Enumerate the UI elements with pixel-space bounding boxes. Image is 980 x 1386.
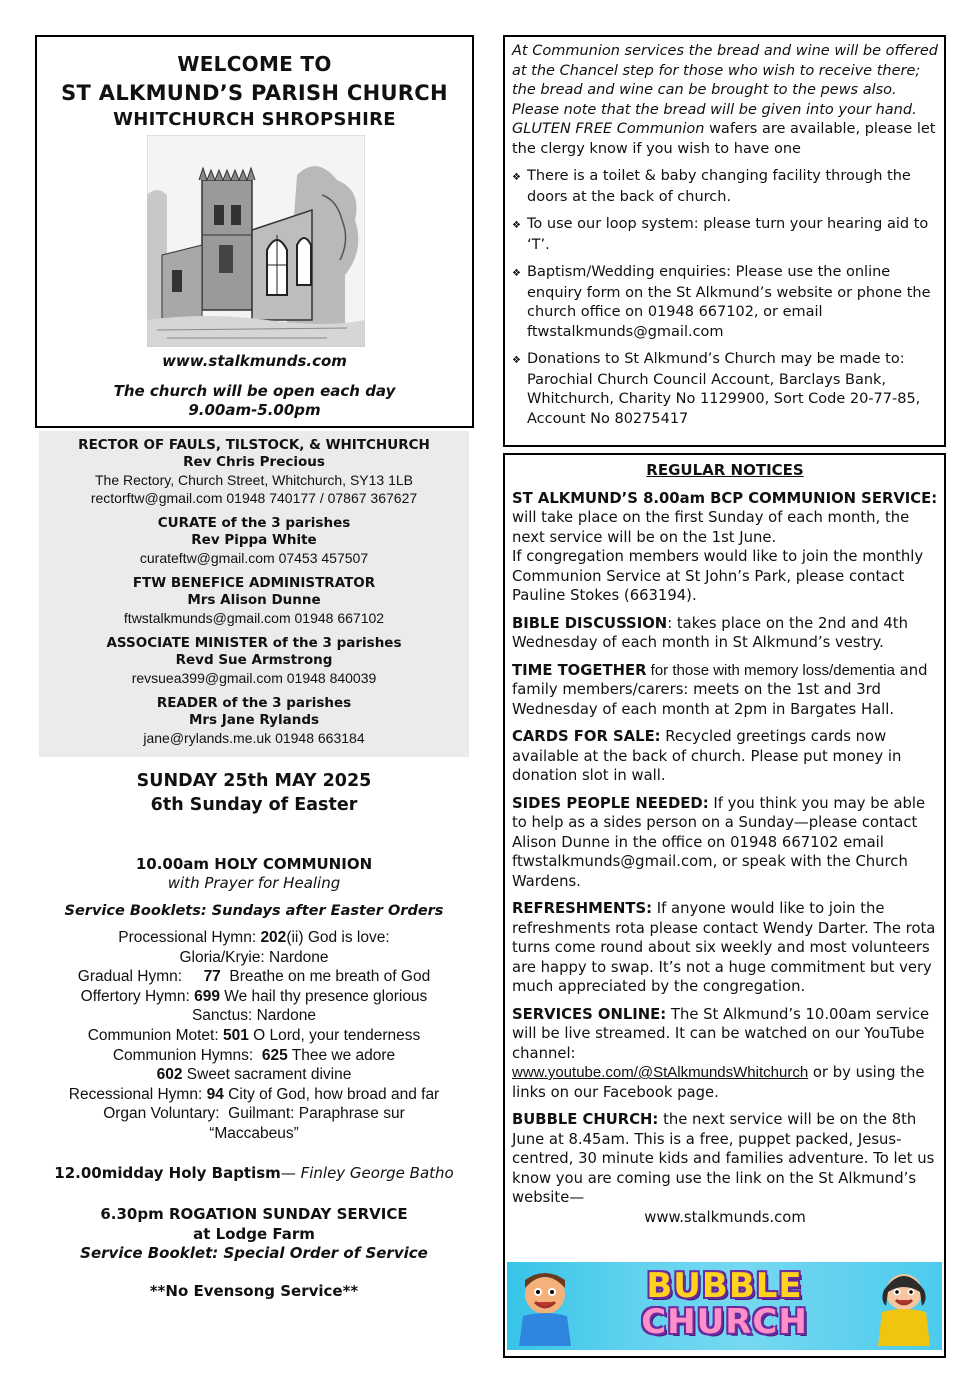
clergy-entry-rector [39, 437, 469, 507]
notice-bcp-communion [512, 489, 938, 606]
bullet-toilet [512, 167, 938, 207]
hymn-title: City of God, how broad and far [223, 1085, 440, 1103]
notice-title: REFRESHMENTS: [512, 900, 653, 917]
communion-info-paragraph [512, 42, 938, 159]
hymn-title: O Lord, your tenderness [248, 1026, 421, 1044]
notice-text: the next service will be on the 8th June at 8.45am. This is a free, puppet packed, Jesus-centred, 30 minute kids and families adventure. To let us know you are coming use the link on the St Alkmund’s website— [512, 1111, 935, 1206]
church-sketch-image [147, 135, 365, 347]
hymn-title: (ii) God is love: [286, 929, 390, 946]
service-day-title: 6th Sunday of Easter [150, 795, 358, 815]
clergy-contacts [39, 431, 469, 757]
diamond-bullet-icon: ❖ [512, 220, 521, 231]
hymn-number: 602 [156, 1066, 183, 1084]
clergy-contact: revsuea399@gmail.com 01948 840039 [131, 670, 377, 686]
rogation-service-title: 6.30pm ROGATION SUNDAY SERVICE [100, 1205, 408, 1223]
clergy-contact: curateftw@gmail.com 07453 457507 [139, 550, 369, 566]
clergy-role: FTW BENEFICE ADMINISTRATOR [132, 575, 376, 591]
notice-text: or by using the links on our Facebook page. [512, 1064, 925, 1101]
organ-voluntary [39, 1104, 469, 1124]
notice-text: : takes place on the 2nd and 4th Wednesday of each month in St Alkmund’s vestry. [512, 614, 908, 651]
notice-text: for those with memory loss/dementia [646, 661, 895, 679]
church-location: WHITCHURCH SHROPSHIRE [113, 109, 396, 130]
welcome-heading: WELCOME TO [177, 52, 332, 76]
opening-hours-text: The church will be open each day [113, 382, 396, 400]
notice-text: will take place on the first Sunday of each month, the next service will be on the 1st June. [512, 509, 910, 546]
clergy-name: Rev Pippa White [191, 532, 317, 548]
bullet-loop-system [512, 215, 938, 255]
notices-heading: REGULAR NOTICES [646, 461, 804, 479]
offertory-hymn [39, 987, 469, 1007]
notice-services-online [512, 1005, 938, 1103]
notice-title: SIDES PEOPLE NEEDED: [512, 794, 709, 812]
hymn-label: Communion Motet: [87, 1026, 223, 1044]
hymn-list [39, 928, 469, 1144]
communion-hymn-second [39, 1065, 469, 1085]
church-name: ST ALKMUND’S PARISH CHURCH [61, 81, 448, 105]
welcome-box [35, 35, 474, 428]
notice-text: and family members/carers: meets on the 1st and 3rd Wednesday of each month at 2pm in Bargates Hall. [512, 661, 928, 718]
bullet-text: To use our loop system: please turn your hearing aid to ‘T’. [527, 216, 929, 253]
hymn-number: 77 [203, 968, 221, 986]
bullet-donations [512, 350, 938, 429]
notice-bible-discussion [512, 614, 938, 653]
clergy-role: CURATE of the 3 parishes [157, 515, 351, 531]
baptism-time: 12.00midday Holy Baptism [54, 1164, 281, 1182]
clergy-entry-reader [39, 695, 469, 747]
hymn-title: Thee we adore [287, 1046, 396, 1064]
communion-info-rest: wafers are available, please let the clergy know if you wish to have one [512, 121, 936, 157]
communion-info-box [503, 35, 946, 447]
bullet-text: Baptism/Wedding enquiries: Please use the online enquiry form on the St Alkmund’s website or phone the church office on 01948 667102, or email ftwstalkmunds@gmail.com [527, 264, 931, 340]
baptism-service [39, 1164, 469, 1182]
main-service-title: 10.00am HOLY COMMUNION [135, 855, 373, 873]
rogation-service-location: at Lodge Farm [193, 1225, 315, 1243]
opening-hours-time: 9.00am-5.00pm [188, 401, 321, 419]
notice-title: ST ALKMUND’S 8.00am BCP COMMUNION SERVICE: [512, 489, 938, 507]
notice-text: If anyone would like to join the refreshments rota please contact Wendy Darter. The rota turns come round about six weekly and most volunteers are happy to swap. It’s not a huge commitment but very much appreciated by the congregation. [512, 900, 936, 995]
bullet-baptism-wedding [512, 263, 938, 342]
diamond-bullet-icon: ❖ [512, 268, 521, 279]
service-date: SUNDAY 25th MAY 2025 [136, 771, 372, 791]
clergy-name: Mrs Jane Rylands [188, 712, 320, 728]
clergy-name: Mrs Alison Dunne [187, 592, 321, 608]
notice-bubble-church [512, 1110, 938, 1227]
notice-time-together [512, 661, 938, 720]
communion-motet [39, 1026, 469, 1046]
clergy-name: Revd Sue Armstrong [175, 652, 333, 668]
bubble-website-link[interactable]: www.stalkmunds.com [644, 1208, 806, 1226]
clergy-name: Rev Chris Precious [183, 454, 325, 470]
clergy-role: RECTOR OF FAULS, TILSTOCK, & WHITCHURCH [78, 437, 430, 453]
main-service-subtitle: with Prayer for Healing [167, 874, 341, 892]
clergy-role: READER of the 3 parishes [156, 695, 352, 711]
diamond-bullet-icon: ❖ [512, 172, 521, 183]
notice-text: The St Alkmund’s 10.00am service will be live streamed. It can be watched on our YouTube channel: [512, 1005, 930, 1062]
youtube-link[interactable]: www.youtube.com/@StAlkmundsWhitchurch [512, 1064, 809, 1081]
communion-info-italic: At Communion services the bread and wine will be offered at the Chancel step for those who wish to receive there; the bread and wine can be brought to the pews also. Please note that the bread will be given into your hand. GLUTEN FREE Communion [512, 43, 938, 137]
hymn-label: Organ Voluntary: [103, 1105, 229, 1123]
hymn-number: 501 [222, 1026, 249, 1044]
banner-text-line2: CHURCH [641, 1302, 808, 1342]
notice-text: If congregation members would like to join the monthly Communion Service at St John’s Park, please contact Pauline Stokes (663194). [512, 548, 924, 604]
no-evensong-notice: **No Evensong Service** [149, 1282, 359, 1300]
hymn-title: We hail thy presence glorious [219, 987, 428, 1005]
clergy-contact: rectorftw@gmail.com 01948 740177 / 07867 367627 [90, 490, 418, 506]
clergy-entry-curate [39, 515, 469, 567]
website-link[interactable]: www.stalkmunds.com [162, 352, 347, 370]
regular-notices-box [503, 453, 946, 1358]
hymn-number: 625 [261, 1046, 288, 1064]
gradual-hymn [39, 967, 469, 987]
hymn-number: 699 [194, 987, 220, 1005]
hymn-number: 202 [260, 929, 287, 946]
hymn-label: Offertory Hymn: [80, 987, 195, 1005]
notice-sides-people [512, 794, 938, 892]
clergy-address: The Rectory, Church Street, Whitchurch, SY13 1LB [95, 472, 413, 488]
clergy-entry-administrator [39, 575, 469, 627]
sanctus: Sanctus: Nardone [191, 1007, 317, 1025]
service-booklets: Service Booklets: Sundays after Easter Orders [64, 903, 444, 919]
notice-title: TIME TOGETHER [512, 661, 647, 679]
hymn-title: Sweet sacrament divine [182, 1066, 352, 1084]
notice-cards-for-sale [512, 727, 938, 786]
banner-text-line1: BUBBLE [646, 1266, 803, 1306]
hymn-label: Communion Hymns: [112, 1046, 262, 1064]
notice-title: SERVICES ONLINE: [512, 1005, 667, 1023]
processional-hymn [39, 928, 469, 948]
notice-text: If you think you may be able to help as a sides person on a Sunday—please contact Alison Dunne in the office on 01948 667102 email ftwstalkmunds@gmail.com, or speak with the Church Wardens. [512, 794, 926, 890]
clergy-role: ASSOCIATE MINISTER of the 3 parishes [106, 635, 402, 651]
rogation-service-booklet: Service Booklet: Special Order of Service [80, 1244, 428, 1262]
hymn-title: Breathe on me breath of God [220, 968, 431, 986]
hymn-number: 94 [206, 1085, 224, 1103]
baptism-dash: — [280, 1164, 301, 1182]
clergy-entry-associate [39, 635, 469, 687]
bullet-text: There is a toilet & baby changing facility through the doors at the back of church. [527, 168, 911, 205]
hymn-title: Guilmant: Paraphrase sur [228, 1105, 405, 1123]
notice-refreshments [512, 899, 938, 997]
clergy-contact: ftwstalkmunds@gmail.com 01948 667102 [123, 610, 385, 626]
hymn-label: Recessional Hymn: [68, 1085, 207, 1103]
bubble-church-banner [507, 1262, 942, 1350]
organ-voluntary-cont: “Maccabeus” [209, 1124, 299, 1142]
baptism-name: Finley George Batho [300, 1164, 454, 1182]
diamond-bullet-icon: ❖ [512, 355, 521, 366]
hymn-label: Gradual Hymn: [77, 968, 204, 986]
clergy-contact: jane@rylands.me.uk 01948 663184 [143, 730, 365, 746]
bullet-text: Donations to St Alkmund’s Church may be made to: Parochial Church Council Account, Barclays Bank, Whitchurch, Charity No 1129900, Sort Code 20-77-85, Account No 80275417 [527, 351, 921, 427]
notice-text: Recycled greetings cards now available at the back of church. Please put money in donation slot in wall. [512, 728, 902, 784]
communion-hymns [39, 1046, 469, 1066]
hymn-label: Processional Hymn: [118, 929, 261, 946]
notice-title: CARDS FOR SALE: [512, 728, 661, 745]
notice-title: BIBLE DISCUSSION [512, 614, 668, 632]
recessional-hymn [39, 1085, 469, 1105]
gloria: Gloria/Kryie: Nardone [179, 948, 329, 966]
notice-title: BUBBLE CHURCH: [512, 1111, 659, 1128]
